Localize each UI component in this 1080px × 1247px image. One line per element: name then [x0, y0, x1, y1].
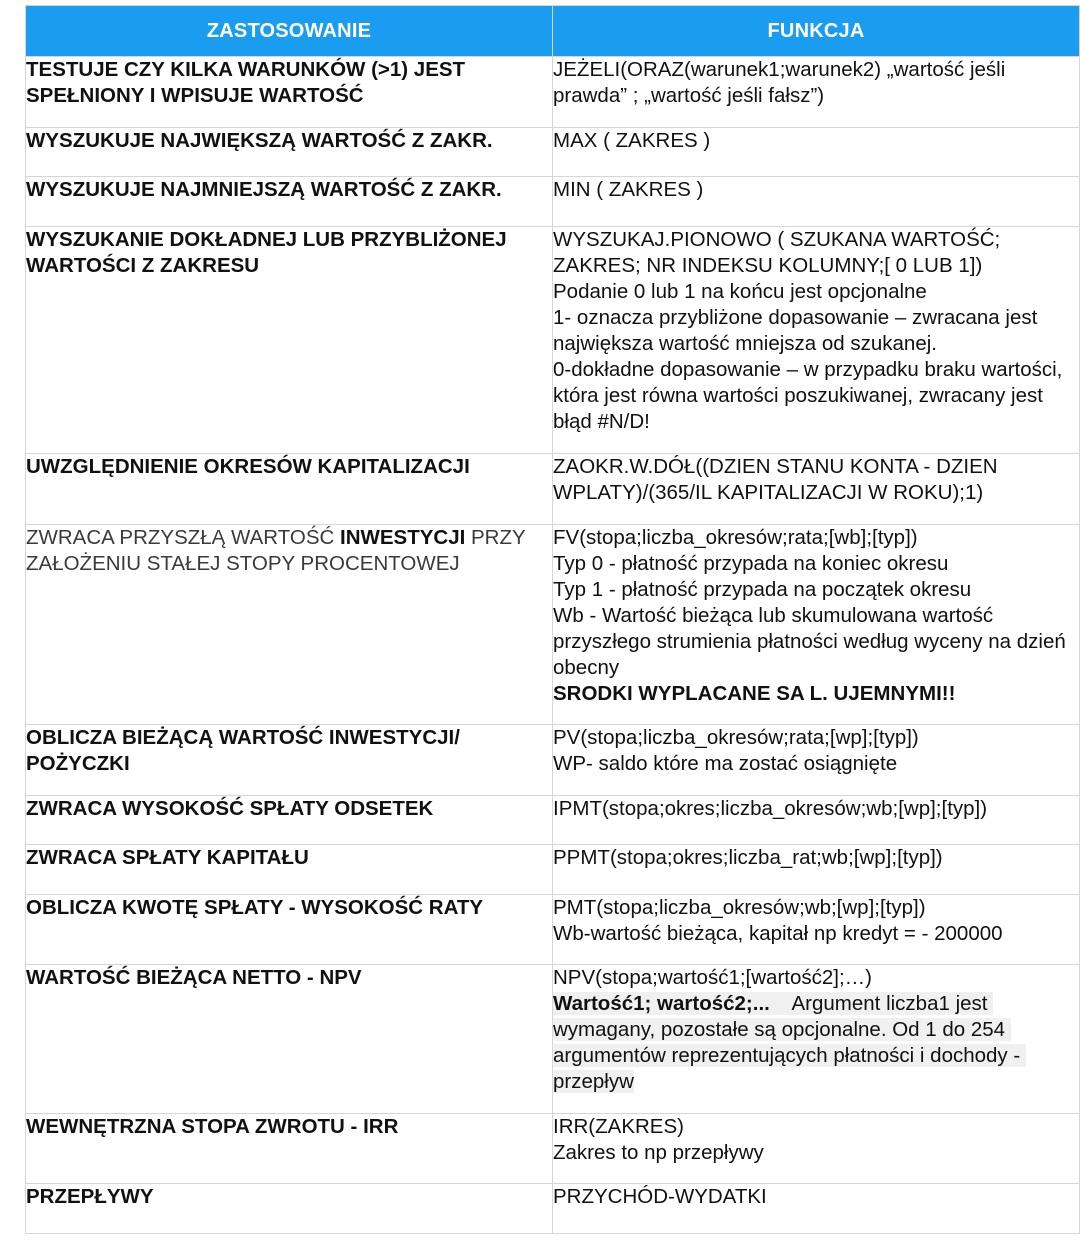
- header-funkcja: FUNKCJA: [553, 6, 1080, 57]
- table-row: [26, 725, 1080, 796]
- funkcja-line: Typ 1 - płatność przypada na początek okresu: [553, 578, 972, 601]
- table-row: [26, 796, 1080, 845]
- funkcja-cell: [553, 454, 1080, 525]
- funkcja-line: PPMT(stopa;okres;liczba_rat;wb;[wp];[typ]): [553, 846, 943, 869]
- header-zastosowanie: ZASTOSOWANIE: [26, 6, 553, 57]
- funkcja-line: MAX ( ZAKRES ): [553, 129, 711, 152]
- funkcja-line: Zakres to np przepływy: [553, 1141, 764, 1164]
- funkcja-line: Podanie 0 lub 1 na końcu jest opcjonalne: [553, 280, 927, 303]
- zastosowanie-cell: OBLICZA KWOTĘ SPŁATY - WYSOKOŚĆ RATY: [26, 895, 553, 965]
- zastosowanie-cell: OBLICZA BIEŻĄCĄ WARTOŚĆ INWESTYCJI/ POŻYCZKI: [26, 725, 553, 796]
- funkcja-cell: [553, 845, 1080, 895]
- zastosowanie-cell: WYSZUKUJE NAJMNIEJSZĄ WARTOŚĆ Z ZAKR.: [26, 177, 553, 227]
- table-row: [26, 965, 1080, 1114]
- funkcja-bold-inline: Wartość1; wartość2;...: [553, 992, 770, 1015]
- funkcja-cell: [553, 1114, 1080, 1184]
- funkcja-cell: [553, 525, 1080, 725]
- table-row: [26, 454, 1080, 525]
- table-row: [26, 128, 1080, 177]
- zastosowanie-cell: [26, 525, 553, 725]
- table-row: [26, 1184, 1080, 1234]
- funkcja-line: Wb - Wartość bieżąca lub skumulowana wartość przyszłego strumienia płatności według wyceny na dzień obecny: [553, 604, 1066, 679]
- funkcja-after-bold: Argument liczba1 jest wymagany, pozostałe są opcjonalne. Od 1 do 254 argumentów reprezentujących płatności i dochody - przepływ: [553, 992, 1026, 1093]
- zastosowanie-cell: ZWRACA SPŁATY KAPITAŁU: [26, 845, 553, 895]
- table-row: [26, 57, 1080, 128]
- table-header-row: [26, 6, 1080, 57]
- funkcja-line: Wb-wartość bieżąca, kapitał np kredyt = - 200000: [553, 922, 1003, 945]
- funkcja-cell: [553, 1184, 1080, 1234]
- funkcja-cell: [553, 57, 1080, 128]
- funkcja-cell: [553, 965, 1080, 1114]
- zastosowanie-cell: PRZEPŁYWY: [26, 1184, 553, 1234]
- funkcja-cell: [553, 128, 1080, 177]
- funkcja-cell: [553, 177, 1080, 227]
- funkcja-line: PV(stopa;liczba_okresów;rata;[wp];[typ]): [553, 726, 919, 749]
- funkcja-line: WP- saldo które ma zostać osiągnięte: [553, 752, 898, 775]
- funkcja-line: Typ 0 - płatność przypada na koniec okresu: [553, 552, 949, 575]
- table-row: [26, 1114, 1080, 1184]
- zastosowanie-cell: ZWRACA WYSOKOŚĆ SPŁATY ODSETEK: [26, 796, 553, 845]
- funkcja-cell: [553, 895, 1080, 965]
- funkcja-line: ZAOKR.W.DÓŁ((DZIEN STANU KONTA - DZIEN WPLATY)/(365/IL KAPITALIZACJI W ROKU);1): [553, 455, 998, 504]
- zastosowanie-strong-text: INWESTYCJI: [340, 526, 466, 549]
- zastosowanie-cell: WEWNĘTRZNA STOPA ZWROTU - IRR: [26, 1114, 553, 1184]
- funkcja-cell: [553, 796, 1080, 845]
- funkcja-cell: [553, 725, 1080, 796]
- funkcja-line: IPMT(stopa;okres;liczba_okresów;wb;[wp];[typ]): [553, 797, 988, 820]
- funkcja-line: JEŻELI(ORAZ(warunek1;warunek2) „wartość jeśli prawda” ; „wartość jeśli fałsz”): [553, 58, 1006, 107]
- zastosowanie-text: ZWRACA PRZYSZŁĄ WARTOŚĆ: [26, 526, 340, 549]
- functions-table: [25, 5, 1080, 1234]
- funkcja-line: PRZYCHÓD-WYDATKI: [553, 1185, 767, 1208]
- funkcja-warning: SRODKI WYPLACANE SA L. UJEMNYMI!!: [553, 682, 956, 705]
- table-row: [26, 177, 1080, 227]
- funkcja-line: IRR(ZAKRES): [553, 1115, 684, 1138]
- funkcja-line: NPV(stopa;wartość1;[wartość2];…): [553, 966, 872, 989]
- table-row: [26, 845, 1080, 895]
- zastosowanie-cell: WARTOŚĆ BIEŻĄCA NETTO - NPV: [26, 965, 553, 1114]
- zastosowanie-cell: WYSZUKANIE DOKŁADNEJ LUB PRZYBLIŻONEJ WARTOŚCI Z ZAKRESU: [26, 227, 553, 454]
- table-row: [26, 227, 1080, 454]
- funkcja-line: MIN ( ZAKRES ): [553, 178, 704, 201]
- funkcja-cell: [553, 227, 1080, 454]
- funkcja-line: WYSZUKAJ.PIONOWO ( SZUKANA WARTOŚĆ; ZAKRES; NR INDEKSU KOLUMNY;[ 0 LUB 1]): [553, 228, 1001, 277]
- funkcja-line: PMT(stopa;liczba_okresów;wb;[wp];[typ]): [553, 896, 926, 919]
- zastosowanie-cell: UWZGLĘDNIENIE OKRESÓW KAPITALIZACJI: [26, 454, 553, 525]
- table-row: [26, 525, 1080, 725]
- zastosowanie-text: PRZY ZAŁOŻENIU STAŁEJ STOPY PROCENTOWEJ: [26, 526, 526, 575]
- funkcja-line: 0-dokładne dopasowanie – w przypadku braku wartości, która jest równa wartości poszukiwanej, zwracany jest błąd #N/D!: [553, 358, 1063, 433]
- table-row: [26, 895, 1080, 965]
- zastosowanie-cell: WYSZUKUJE NAJWIĘKSZĄ WARTOŚĆ Z ZAKR.: [26, 128, 553, 177]
- funkcja-line: [553, 991, 1079, 1095]
- zastosowanie-cell: TESTUJE CZY KILKA WARUNKÓW (>1) JEST SPEŁNIONY I WPISUJE WARTOŚĆ: [26, 57, 553, 128]
- funkcja-line: 1- oznacza przybliżone dopasowanie – zwracana jest największa wartość mniejsza od szukanej.: [553, 306, 1038, 355]
- funkcja-line: FV(stopa;liczba_okresów;rata;[wb];[typ]): [553, 526, 918, 549]
